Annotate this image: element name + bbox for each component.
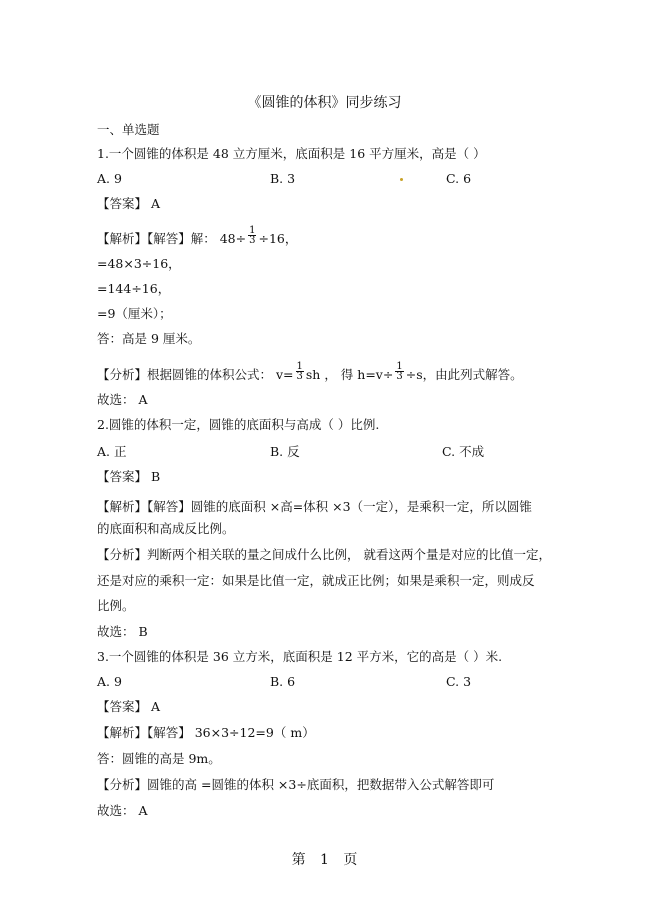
- q1-option-a: A. 9: [97, 171, 122, 186]
- q1-analysis: [97, 225, 298, 249]
- q2-fenxi-line-2: 还是对应的乘积一定：如果是比值一定，就成正比例；如果是乘积一定，则成反: [97, 573, 535, 588]
- q1-analysis-prefix: 【解析】【解答】解： 48÷: [97, 231, 247, 246]
- q3-option-c: C. 3: [446, 674, 472, 689]
- q3-option-a: A. 9: [97, 674, 122, 689]
- q2-option-a: A. 正: [97, 444, 127, 459]
- q2-option-b: B. 反: [270, 444, 300, 459]
- q1-step-1: =48×3÷16，: [97, 256, 181, 271]
- q1-step-4: 答：高是 9 厘米。: [97, 331, 201, 346]
- question-1: 1.一个圆锥的体积是 48 立方厘米，底面积是 16 平方厘米，高是（ ）: [97, 146, 486, 161]
- q2-fenxi-line-1: 【分析】判断两个相关联的量之间成什么比例， 就看这两个量是对应的比值一定，: [97, 547, 551, 562]
- fraction-one-third: $\frac{1}{3}$: [296, 361, 303, 382]
- q2-analysis-line-2: 的底面积和高成反比例。: [97, 521, 235, 536]
- q1-option-b: B. 3: [270, 171, 296, 186]
- q1-answer: 【答案】 A: [97, 196, 161, 211]
- page-title: 《圆锥的体积》同步练习: [247, 95, 402, 111]
- q2-choice: 故选： B: [97, 624, 148, 639]
- q3-analysis: 【解析】【解答】 36×3÷12=9（ m）: [97, 725, 315, 740]
- q1-step-3: =9（厘米）；: [97, 306, 172, 321]
- q3-option-b: B. 6: [270, 674, 296, 689]
- q1-fenxi-c: ÷s，由此列式解答。: [405, 367, 523, 382]
- q1-option-c: C. 6: [446, 171, 472, 186]
- q3-reply: 答：圆锥的高是 9m。: [97, 751, 221, 766]
- q2-answer: 【答案】 B: [97, 469, 161, 484]
- section-heading: 一、单选题: [97, 122, 160, 137]
- q1-fenxi-b: sh ， 得 h=v÷: [305, 367, 394, 382]
- q1-fenxi-a: 【分析】根据圆锥的体积公式： v=: [97, 367, 294, 382]
- decorative-dot: [400, 178, 403, 181]
- q1-analysis-suffix: ÷16，: [258, 231, 298, 246]
- q1-choice: 故选： A: [97, 392, 148, 407]
- q1-step-2: =144÷16，: [97, 281, 171, 296]
- q2-option-c: C. 不成: [442, 444, 485, 459]
- question-2: 2.圆锥的体积一定，圆锥的底面积与高成（ ）比例.: [97, 417, 380, 432]
- q2-analysis-line-1: 【解析】【解答】圆锥的底面积 ×高=体积 ×3（一定），是乘积一定，所以圆锥: [97, 499, 532, 514]
- q3-choice: 故选： A: [97, 803, 148, 818]
- fraction-one-third: $\frac{1}{3}$: [396, 361, 403, 382]
- q3-fenxi: 【分析】圆锥的高 =圆锥的体积 ×3÷底面积，把数据带入公式解答即可: [97, 777, 495, 792]
- fraction-one-third: $\frac{1}{3}$: [249, 225, 256, 246]
- q1-fenxi: [97, 361, 523, 385]
- q2-fenxi-line-3: 比例。: [97, 598, 135, 613]
- page-number: 第 1 页: [291, 852, 358, 868]
- question-3: 3.一个圆锥的体积是 36 立方米，底面积是 12 平方米，它的高是（ ）米.: [97, 649, 503, 664]
- q3-answer: 【答案】 A: [97, 699, 161, 714]
